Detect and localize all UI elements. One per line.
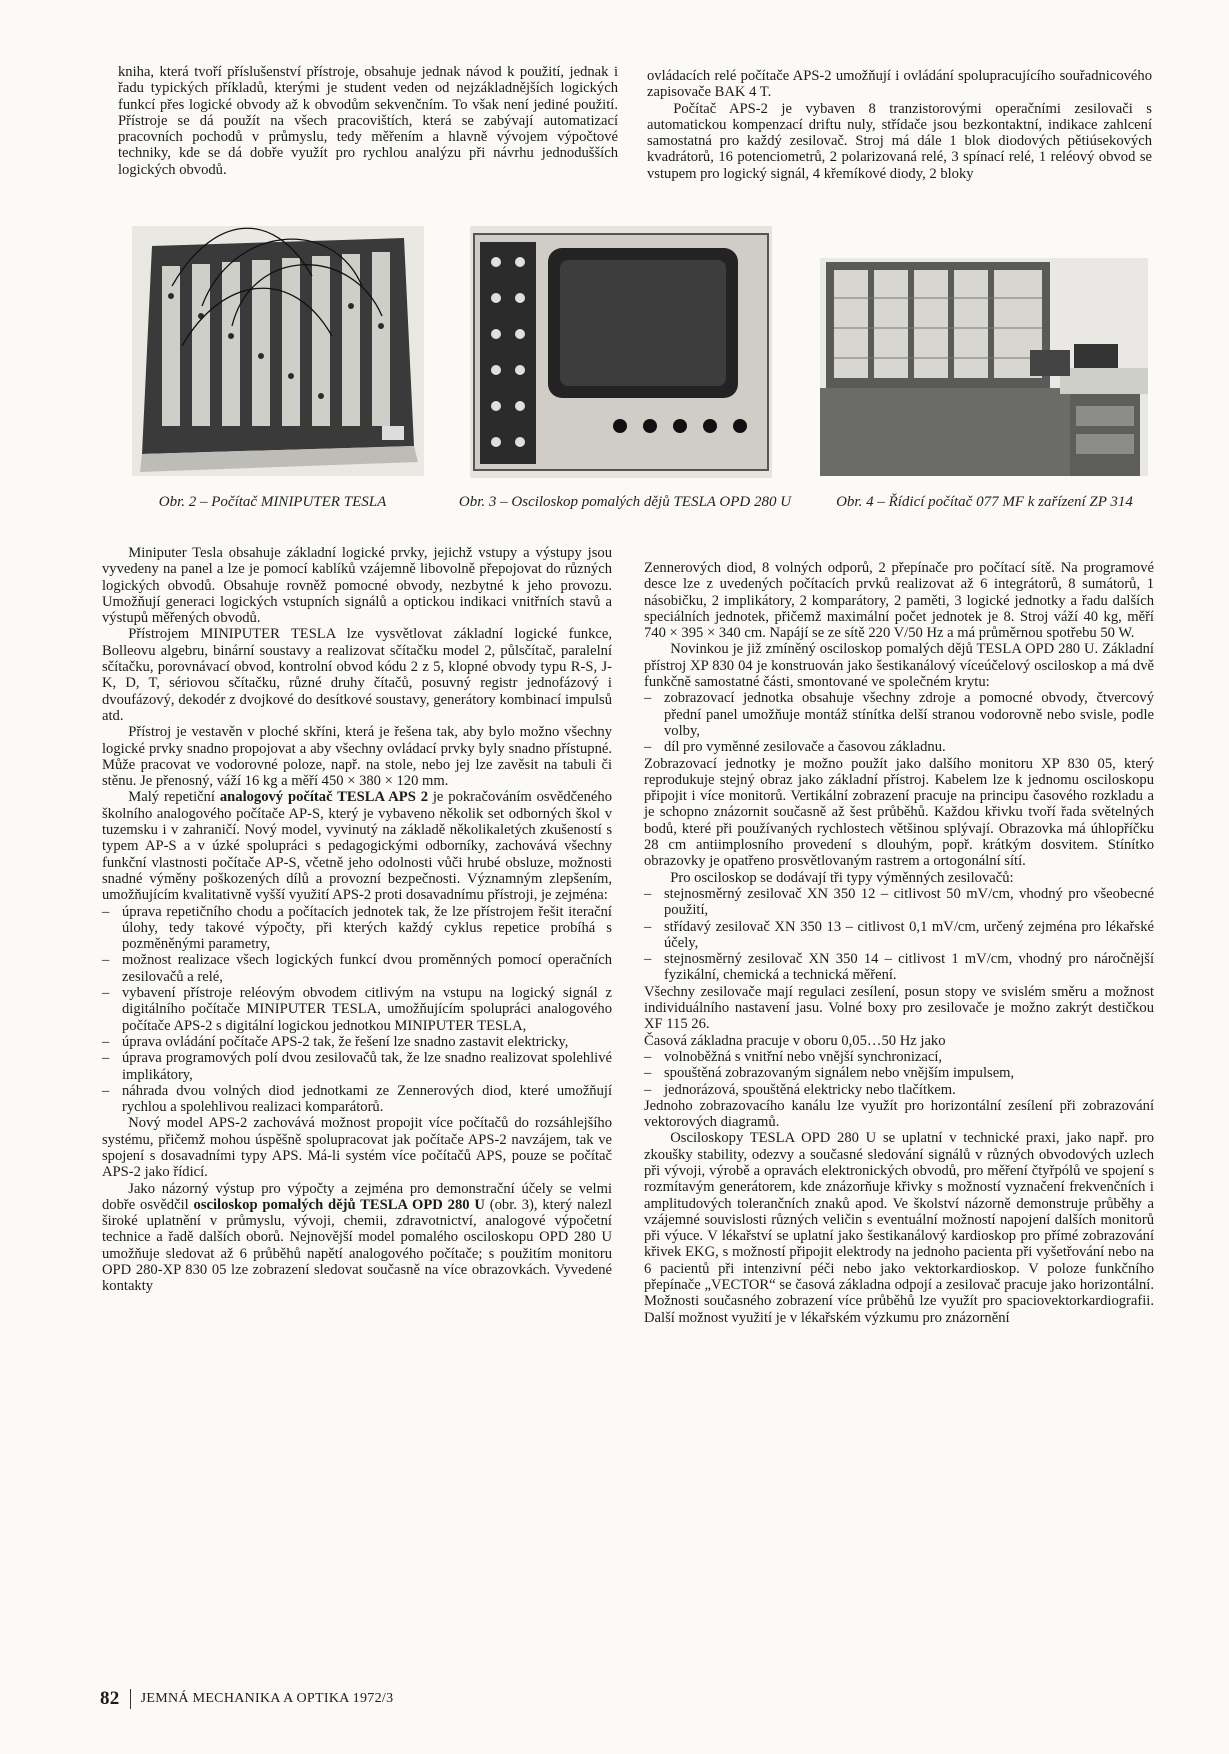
paragraph: ovládacích relé počítače APS-2 umožňují i ovládání spolupracujícího souřadnicového zapisovače BAK 4 T. xyxy=(647,68,1152,101)
control-computer-illustration xyxy=(820,258,1148,476)
top-right-column xyxy=(647,68,1152,182)
list-item: – střídavý zesilovač XN 350 13 – citlivost 0,1 mV/cm, určený zejména pro lékařské účely, xyxy=(644,919,1154,952)
page-number: 82 xyxy=(100,1688,120,1709)
paragraph: Počítač APS-2 je vybaven 8 tranzistorovými operačními zesilovači s automatickou kompenzací driftu nuly, střídače jsou bezkontaktní, indikace zahlcení samostatná pro každý zesilovač. Stroj má dále 1 blok diodových pětiúsekových kvadrátorů, 16 potenciometrů, 2 polarizovaná relé, 3 spínací relé, 1 reléový obvod se vstupem pro logický signál, 4 křemíkové diody, 2 bloky xyxy=(647,100,1152,182)
journal-name: JEMNÁ MECHANIKA A OPTIKA 1972/3 xyxy=(140,1691,394,1706)
text-run: Jako názorný výstup pro výpočty a zejména pro demonstrační účely se velmi dobře osvědčil xyxy=(102,1180,612,1213)
figure-oscilloscope-photo xyxy=(470,226,772,478)
top-left-column xyxy=(118,64,618,178)
paragraph: Přístrojem MINIPUTER TESLA lze vysvětlovat základní logické funkce, Bolleovu algebru, binární soustavy a realizovat sčítačku model 2, půlsčítač, paralelní sčítačku, porovnávací obvod, kontrolní obvod kódu 2 z 5, klopné obvody typu R-S, J-K, D, T, sériovou sčítačku, různé druhy čítačů, posuvný registr jednofázový i dvoufázový, dekodér z dvojkové do desítkové soustavy, generátory kombinací impulsů atd. xyxy=(102,626,612,724)
paragraph: Novinkou je již zmíněný osciloskop pomalých dějů TESLA OPD 280 U. Základní přístroj XP 830 04 je konstruován jako šestikanálový víceúčelový osciloskop a má dvě funkčně samostatné části, smontované ve společném krytu: xyxy=(644,641,1154,691)
list-item: – úprava repetičního chodu a počítacích jednotek tak, že lze přístrojem řešit iterační úlohy, tedy takové výpočty, při kterých každý cyklus repetice probíhá s pozměněnými parametry, xyxy=(102,904,612,953)
paragraph: Miniputer Tesla obsahuje základní logické prvky, jejichž vstupy a výstupy jsou vyvedeny na panel a lze je pomocí kablíků vzájemně libovolně přepojovat do různých logických obvodů. Obsahuje rovněž pomocné obvody, nezbytné k jeho provozu. Umožňují generaci logických vstupních signálů a optickou indikaci vnitřních stavů a výstupů měřených obvodů. xyxy=(102,545,612,627)
list-item: – stejnosměrný zesilovač XN 350 14 – citlivost 1 mV/cm, vhodný pro náročnější fyzikální, chemická a technická měření. xyxy=(644,951,1154,984)
timebase-list xyxy=(644,1049,1154,1098)
body-right-column xyxy=(644,560,1154,1326)
list-item: – úprava ovládání počítače APS-2 tak, že řešení lze snadno zastavit elektricky, xyxy=(102,1034,612,1050)
oscilloscope-illustration xyxy=(470,226,772,478)
figure-control-computer-photo xyxy=(820,258,1148,476)
miniputer-illustration xyxy=(132,226,424,476)
list-item: – stejnosměrný zesilovač XN 350 12 – citlivost 50 mV/cm, vhodný pro všeobecné použití, xyxy=(644,886,1154,919)
list-item: – zobrazovací jednotka obsahuje všechny zdroje a pomocné obvody, čtvercový přední panel umožňuje montáž stínítka delší stranou vodorovně nebo svisle, podle volby, xyxy=(644,690,1154,739)
paragraph: Nový model APS-2 zachovává možnost propojit více počítačů do rozsáhlejšího systému, přičemž mohou úspěšně spolupracovat jak počítače APS-2 navzájem, tak ve spojení s dosavadními typy APS. Má-li systém více počítačů APS, pouze se počítač APS-2 jako řídicí. xyxy=(102,1115,612,1181)
list-item: – spouštěná zobrazovaným signálem nebo vnějším impulsem, xyxy=(644,1065,1154,1081)
figure-2-caption: Obr. 2 – Počítač MINIPUTER TESLA xyxy=(158,494,387,510)
footer-divider xyxy=(130,1689,131,1709)
paragraph: Časová základna pracuje v oboru 0,05…50 Hz jako xyxy=(644,1032,946,1049)
figure-miniputer-photo xyxy=(132,226,424,476)
paragraph: Všechny zesilovače mají regulaci zesílení, posun stopy ve svislém směru a možnost individuálního nastavení jasu. Volné boxy pro zesilovače je možno zakrýt destičkou XF 115 26. xyxy=(644,983,1154,1033)
page-footer xyxy=(100,1688,393,1710)
list-item: – jednorázová, spouštěná elektricky nebo tlačítkem. xyxy=(644,1082,1154,1098)
bold-term: osciloskop pomalých dějů TESLA OPD 280 U xyxy=(193,1196,485,1213)
paragraph: Zobrazovací jednotky je možno použít jako dalšího monitoru XP 830 05, který reprodukuje stejný obraz jako základní přístroj. Kabelem lze k jednomu osciloskopu připojit i více monitorů. Vertikální zobrazení pracuje na principu časového rozkladu a je schopno znázornit současně až šest průběhů. Každou křivku tvoří řada světelných bodů, které při používaných rychlostech většinou splývají. Obrazovka má úhlopříčku 28 cm antiimplosního provedení s dlouhým, popř. krátkým dosvitem. Stínítko obrazovky je opatřeno prosvětlovaným rastrem a ortogonální sítí. xyxy=(644,755,1154,870)
text-run: je pokračováním osvědčeného školního analogového počítače AP-S, který je vybaveno několik set odborných škol v tuzemsku i v zahraničí. Nový model, vyvinutý na základě několikaletých zkušeností s typem AP-S a v úzké spolupráci s pedagogickými odborníky, zachovává všechny funkční vlastnosti počítače AP-S, včetně jeho odolnosti vůči hrubé obsluze, možnosti snadné výměny poškozených dílů a provozní bezpečnosti. Významným zlepšením, umožňujícím kvalitativně vyšší využití APS-2 proti dosavadnímu přístroji, je zejména: xyxy=(102,789,612,904)
figure-3-caption: Obr. 3 – Osciloskop pomalých dějů TESLA OPD 280 U xyxy=(458,494,792,510)
text-run: Malý repetiční xyxy=(128,789,220,806)
paragraph: Pro osciloskop se dodávají tři typy výměnných zesilovačů: xyxy=(670,869,1014,886)
paragraph: Jednoho zobrazovacího kanálu lze využít pro horizontální zesílení při zobrazování vektorových diagramů. xyxy=(644,1097,1154,1131)
body-left-column xyxy=(102,545,612,1295)
amplifier-list xyxy=(644,886,1154,984)
list-item: – díl pro vyměnné zesilovače a časovou základnu. xyxy=(644,739,1154,755)
paragraph: kniha, která tvoří příslušenství přístroje, obsahuje jednak návod k použití, jednak i řadu typických příkladů, kterými je student veden od nejzákladnějších logických funkcí přes logické obvody až k obvodům sekvenčním. To však není jediné použití. Přístroje se dá použít na všech pracovištích, která se zabývají automatizací pracovních pochodů v průmyslu, tedy měřením a hlavně vývojem výpočtové techniky, kde se dá dobře využít pro rychlou analýzu při návrhu jednodušších logických obvodů. xyxy=(118,64,618,178)
paragraph: Osciloskopy TESLA OPD 280 U se uplatní v technické praxi, jako např. pro zkoušky stability, odezvy a současné sledování signálů v různých obvodových uzlech při vývoji, výrobě a opravách elektronických obvodů, pro měření čtyřpólů ve spojení s rozmítavým generátorem, kde znázorňuje křivky s možností vyznačení frekvenčních i amplitudových tolerančních znaků apod. Ve školství názorně demonstruje průběhy a vzájemné souvislosti různých veličin s eventuální možností napojení dalších monitorů při výuce. V lékařství se uplatní jako šestikanálový kardioskop pro přímé zobrazování křivek EKG, s možností připojit elektrody na jednoho pacienta při vyšetřování nebo na 6 pacientů při intenzivní péči nebo jako vektorkardioskop. V poloze funkčního přepínače „VECTOR“ se časová základna odpojí a zesilovač pracuje jako horizontální. Možnosti současného zobrazení více průběhů lze využít pro spaciovektorkardiografii. Další možnost využití je v lékařském výzkumu pro znázornění xyxy=(644,1130,1154,1326)
figure-4-caption: Obr. 4 – Řídicí počítač 077 MF k zařízení ZP 314 xyxy=(836,494,1133,510)
list-item: – možnost realizace všech logických funkcí dvou proměnných pomocí operačních zesilovačů a relé, xyxy=(102,952,612,985)
improvement-list xyxy=(102,904,612,1116)
parts-list xyxy=(644,690,1154,755)
text-run: (obr. 3), který nalezl široké uplatnění v průmyslu, vývoji, chemii, zdravotnictví, analogové výpočetní technice a řadě dalších oborů. Nejnovější model pomalého osciloskopu OPD 280 U umožňuje sledovat až 6 průběhů napětí analogového počítače; s použitím monitoru OPD 280-XP 830 05 lze zobrazení sledovat současně na více obrazovkách. Vyvedené kontakty xyxy=(102,1196,612,1295)
paragraph: Zennerových diod, 8 volných odporů, 2 přepínače pro počítací sítě. Na programové desce lze z uvedených počítacích prvků realizovat až 6 integrátorů, 8 sumátorů, 1 násobičku, 2 implikátory, 2 komparátory, 2 paměti, 3 logické jednotky a řadu dalších speciálních jednotek, přičemž maximální počet jednotek je 8. Stroj váží 40 kg, měří 740 × 395 × 340 cm. Napájí se ze sítě 220 V/50 Hz a má průměrnou spotřebu 50 W. xyxy=(644,560,1154,642)
list-item: – náhrada dvou volných diod jednotkami ze Zennerových diod, které umožňují rychlou a spolehlivou realizaci komparátorů. xyxy=(102,1083,612,1116)
paragraph-aps2 xyxy=(102,789,612,903)
list-item: – volnoběžná s vnitřní nebo vnější synchronizací, xyxy=(644,1049,1154,1065)
bold-term: analogový počítač TESLA APS 2 xyxy=(219,789,429,806)
paragraph: Přístroj je vestavěn v ploché skříni, která je řešena tak, aby bylo možno všechny logické prvky snadno propojovat a aby všechny ovládací prvky byly snadno přístupné. Může pracovat ve vodorovné poloze, např. na stole, nebo jej lze zavěsit na tabuli či stěnu. Je přenosný, váží 16 kg a měří 450 × 380 × 120 mm. xyxy=(102,724,612,790)
paragraph-opd xyxy=(102,1181,612,1295)
list-item: – úprava programových polí dvou zesilovačů tak, že lze snadno realizovat spolehlivé implikátory, xyxy=(102,1050,612,1083)
list-item: – vybavení přístroje reléovým obvodem citlivým na vstupu na logický signál z digitálního počítače MINIPUTER TESLA, umožňujícím spolupráci analogového počítače APS-2 s digitální logickou jednotkou MINIPUTER TESLA, xyxy=(102,985,612,1034)
